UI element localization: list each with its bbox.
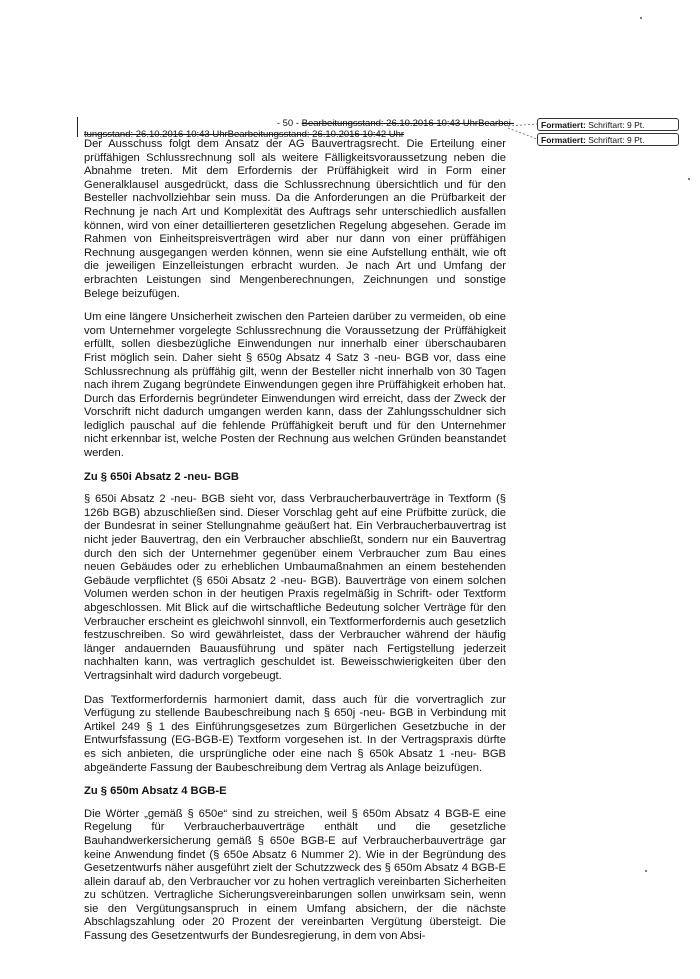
scan-speck [640,17,642,19]
deleted-stamp: Bearbeitungsstand: 26.10.2016 10:43 Uhr [301,118,479,129]
page-number: - 50 - [276,118,300,129]
paragraph: Um eine längere Unsicherheit zwischen den Parteien darüber zu vermeiden, ob eine vom Unternehmer vorgelegte Schlussrechnung die Voraussetzung der Prüffähigkeit erfüllt, sollen diesbezügliche Einwendungen nur innerhalb einer überschaubaren Frist möglich sein. Daher sieht § 650g Absatz 4 Satz 3 -neu- BGB vor, dass eine Schlussrechnung als prüffähig gilt, wenn der Besteller nicht innerhalb von 30 Tagen nach ihrem Zugang begründete Einwendungen gegen ihre Prüffähigkeit erhoben hat. Durch das Erfordernis begründeter Einwendungen wird erreicht, dass der Zweck der Vorschrift nicht dadurch umgangen werden kann, dass der Zahlungsschuldner sich lediglich pauschal auf die fehlende Prüffähigkeit beruft und für den Unternehmer nicht erkennbar ist, welche Posten der Rechnung aus welchen Gründen beanstandet werden. [84,311,506,460]
format-comment[interactable] [537,133,679,146]
section-heading: Zu § 650m Absatz 4 BGB-E [84,785,227,798]
scan-speck [688,178,690,180]
comment-text: Schriftart: 9 Pt. [588,120,645,130]
deleted-stamp-split: Bearbei- [478,118,514,129]
change-bar [77,117,78,137]
comment-label: Formatiert: [541,120,586,130]
paragraph: Der Ausschuss folgt dem Ansatz der AG Bauvertragsrecht. Die Erteilung einer prüffähigen Schlussrechnung soll als weitere Fälligkeitsvoraussetzung neben die Abnahme treten. Mit dem Erfordernis der Prüffähigkeit wird in Form einer Generalklausel ausgedrückt, dass die Schlussrechnung übersichtlich und für den Besteller nachvollziehbar sein muss. Da die Anforderungen an die Prüfbarkeit der Rechnung je nach Art und Komplexität des Auftrags sehr unterschiedlich ausfallen können, wird von einer detaillierteren gesetzlichen Regelung abgesehen. Gerade im Rahmen von Einheitspreisverträgen wird aber nur dann von einer prüffähigen Rechnung ausgegangen werden können, wenn sie eine Aufstellung enthält, wie oft die jeweiligen Einzelleistungen erbracht wurden. Je nach Art und Umfang der erbrachten Leistungen sind Mengenberechnungen, Zeichnungen und sonstige Belege beizufügen. [84,138,506,300]
paragraph: Das Textformerfordernis harmoniert damit, dass auch für die vorvertraglich zur Verfügung zu stellende Baubeschreibung nach § 650j -neu- BGB in Verbindung mit Artikel 249 § 1 des Einführungsgesetzes zum Bürgerlichen Gesetzbuche in der Entwurfsfassung (EG-BGB-E) Textform vorgesehen ist. In der Vertragspraxis dürfte es sich anbieten, die ursprüngliche oder eine nach § 650k Absatz 1 -neu- BGB abgeänderte Fassung der Baubeschreibung dem Vertrag als Anlage beizufügen. [84,693,506,774]
comment-label: Formatiert: [541,135,586,145]
paragraph: § 650i Absatz 2 -neu- BGB sieht vor, dass Verbraucherbauverträge in Textform (§ 126b BGB) abzuschließen sind. Dieser Vorschlag geht auf eine Prüfbitte zurück, die der Bundesrat in seiner Stellungnahme geäußert hat. Ein Verbraucherbauvertrag ist nicht jeder Bauvertrag, den ein Verbraucher abschließt, sondern nur ein Bauvertrag durch den sich der Unternehmer gegenüber einem Verbraucher zum Bau eines neuen Gebäudes oder zu erheblichen Umbaumaßnahmen an einem bestehenden Gebäude verpflichtet (§ 650i Absatz 2 -neu- BGB). Bauverträge von einem solchen Volumen werden schon in der heutigen Praxis regelmäßig in Schrift- oder Textform abgeschlossen. Mit Blick auf die wirtschaftliche Bedeutung solcher Verträge für den Verbraucher erscheint es gleichwohl sinnvoll, ein Textformerfordernis auch gesetzlich festzuschreiben. So wird gewährleistet, dass der Verbraucher während der häufig länger andauernden Bauausführung und später nach Fertigstellung jederzeit nachhalten kann, was vertraglich geschuldet ist. Beweisschwierigkeiten über den Vertragsinhalt wird dadurch vorgebeugt. [84,493,506,682]
section-heading: Zu § 650i Absatz 2 -neu- BGB [84,470,239,483]
comment-text: Schriftart: 9 Pt. [588,135,645,145]
comment-connector [506,118,538,148]
paragraph: Die Wörter „gemäß § 650e“ sind zu streichen, weil § 650m Absatz 4 BGB-E eine Regelung für Verbraucherbauverträge enthält und die gesetzliche Bauhandwerkersicherung gemäß § 650e BGB-E auf Verbraucherbauverträge gar keine Anwendung findet (§ 650e Absatz 6 Nummer 2). Wie in der Begründung des Gesetzentwurfs näher ausgeführt zielt der Schutzzweck des § 650m Absatz 4 BGB-E allein darauf ab, den Verbraucher vor zu hohen vertraglich vereinbarten Sicherheiten zu schützen. Vertragliche Sicherungsvereinbarungen sollen unwirksam sein, wenn sie den Vergütungsanspruch in einem Umfang absichern, der die nächste Abschlagszahlung oder 20 Prozent der vereinbarten Vergütung übersteigt. Die Fassung des Gesetzentwurfs der Bundesregierung, in dem von Absi- [84,807,506,943]
page-header [84,118,514,129]
scan-speck [645,870,647,872]
document-body [84,138,506,954]
deleted-stamp-line2: tungsstand: 26.10.2016 10:43 UhrBearbeitungsstand: 26.10.2016 10:42 Uhr [84,129,405,140]
format-comment[interactable] [537,118,679,131]
